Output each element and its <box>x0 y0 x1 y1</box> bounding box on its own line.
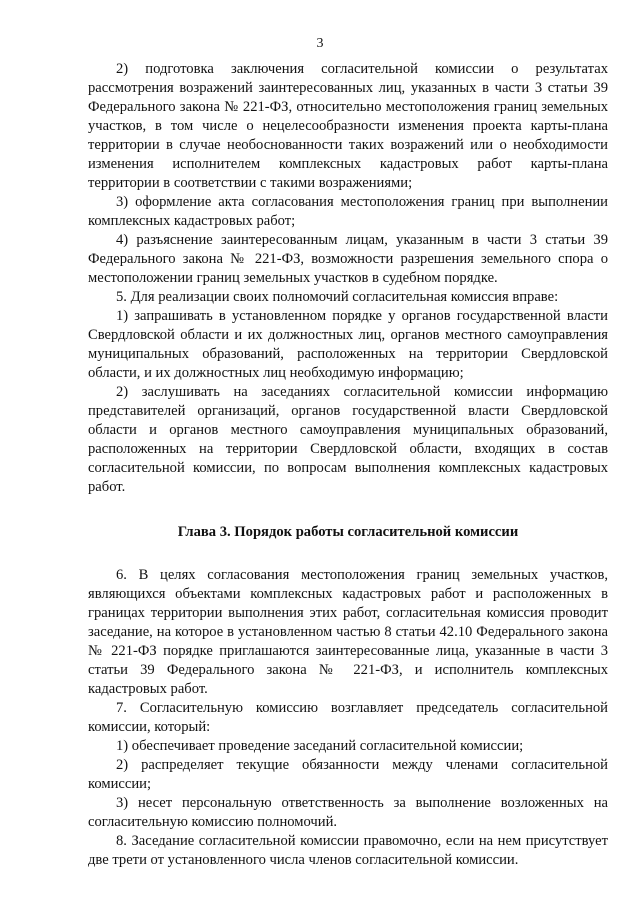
paragraph-section-5: 5. Для реализации своих полномочий согласительная комиссия вправе: <box>116 289 559 305</box>
paragraph-section-6: 6. В целях согласования местоположения границ земельных участков, являющихся объектами комплексных кадастровых работ и расположенных в границах территории выполнения этих работ, согласительная комиссия проводит заседание, на которое в установленном частью 8 статьи 42.10 Федерального закона № 221-ФЗ порядке приглашаются заинтересованные лица, указанные в части 3 статьи 39 Федерального закона № 221-ФЗ, и исполнитель комплексных кадастровых работ. <box>88 567 608 697</box>
paragraph-item-3-act: 3) оформление акта согласования местоположения границ при выполнении комплексных кадастровых работ; <box>88 194 608 229</box>
document-body <box>88 60 608 870</box>
paragraph-item-2-hear: 2) заслушивать на заседаниях согласительной комиссии информацию представителей организаций, органов государственной власти Свердловской области и органов местного самоуправления муниципальных образований, расположенных на территории Свердловской области, входящих в состав согласительной комиссии, по вопросам выполнения комплексных кадастровых работ. <box>88 384 608 495</box>
paragraph-item-1-request: 1) запрашивать в установленном порядке у органов государственной власти Свердловской области и их должностных лиц, органов местного самоуправления муниципальных образований, расположенных на территории Свердловской области, и их должностных лиц необходимую информацию; <box>88 308 608 381</box>
paragraph-item-2-conclusion: 2) подготовка заключения согласительной комиссии о результатах рассмотрения возражений заинтересованных лиц, указанных в части 3 статьи 39 Федерального закона № 221-ФЗ, относительно местоположения границ земельных участков, в том числе о нецелесообразности изменения проекта карты-плана территории в случае необоснованности таких возражений или о необходимости изменения исполнителем комплексных кадастровых работ карты-плана территории в соответствии с такими возражениями; <box>88 61 608 191</box>
paragraph-section-8: 8. Заседание согласительной комиссии правомочно, если на нем присутствует две трети от установленного числа членов согласительной комиссии. <box>88 833 608 868</box>
paragraph-chair-duty-2: 2) распределяет текущие обязанности между членами согласительной комиссии; <box>88 757 608 792</box>
chapter-heading: Глава 3. Порядок работы согласительной комиссии <box>177 524 519 540</box>
paragraph-chair-duty-3: 3) несет персональную ответственность за выполнение возложенных на согласительную комиссию полномочий. <box>88 795 608 830</box>
paragraph-item-4-explanation: 4) разъяснение заинтересованным лицам, указанным в части 3 статьи 39 Федерального закона № 221-ФЗ, возможности разрешения земельного спора о местоположении границ земельных участков в судебном порядке. <box>88 232 608 286</box>
page-number: 3 <box>316 36 324 51</box>
paragraph-section-7: 7. Согласительную комиссию возглавляет председатель согласительной комиссии, который: <box>88 700 608 735</box>
paragraph-chair-duty-1: 1) обеспечивает проведение заседаний согласительной комиссии; <box>116 738 524 754</box>
